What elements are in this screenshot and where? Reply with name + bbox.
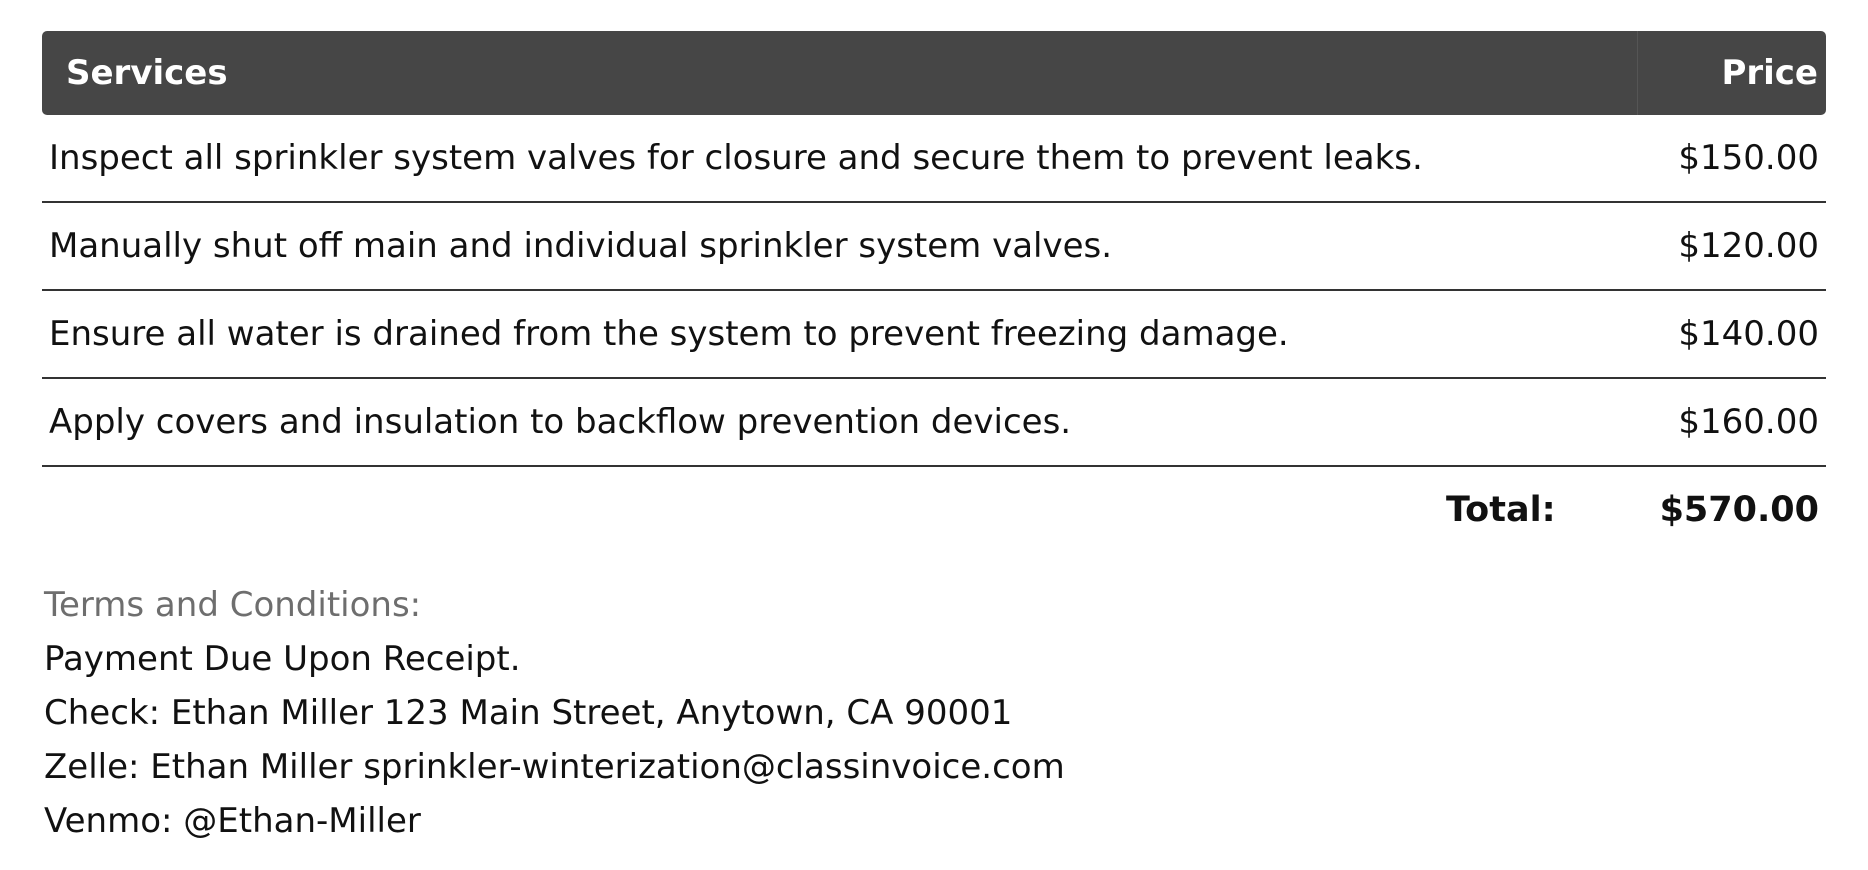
total-label: Total: xyxy=(1445,490,1556,530)
check-payment-line: Check: Ethan Miller 123 Main Street, Anytown, CA 90001 xyxy=(44,693,1013,733)
terms-title: Terms and Conditions: xyxy=(44,585,422,625)
service-description: Inspect all sprinkler system valves for closure and secure them to prevent leaks. xyxy=(49,138,1423,178)
table-row xyxy=(42,379,1826,467)
service-description: Ensure all water is drained from the system to prevent freezing damage. xyxy=(49,314,1289,354)
terms-section xyxy=(44,578,1065,848)
payment-due-line: Payment Due Upon Receipt. xyxy=(44,639,521,679)
table-row xyxy=(42,291,1826,379)
service-price: $120.00 xyxy=(1678,226,1819,266)
total-value: $570.00 xyxy=(1659,490,1819,530)
venmo-payment-line: Venmo: @Ethan-Miller xyxy=(44,801,421,841)
services-table xyxy=(42,31,1826,553)
service-description: Manually shut off main and individual sprinkler system valves. xyxy=(49,226,1113,266)
table-header xyxy=(42,31,1826,115)
price-column-header: Price xyxy=(1637,31,1826,115)
service-description: Apply covers and insulation to backflow prevention devices. xyxy=(49,402,1072,442)
services-column-header: Services xyxy=(66,53,228,93)
service-price: $160.00 xyxy=(1678,402,1819,442)
table-row xyxy=(42,203,1826,291)
total-row xyxy=(42,467,1826,553)
service-price: $140.00 xyxy=(1678,314,1819,354)
table-row xyxy=(42,115,1826,203)
service-price: $150.00 xyxy=(1678,138,1819,178)
zelle-payment-line: Zelle: Ethan Miller sprinkler-winterization@classinvoice.com xyxy=(44,747,1065,787)
